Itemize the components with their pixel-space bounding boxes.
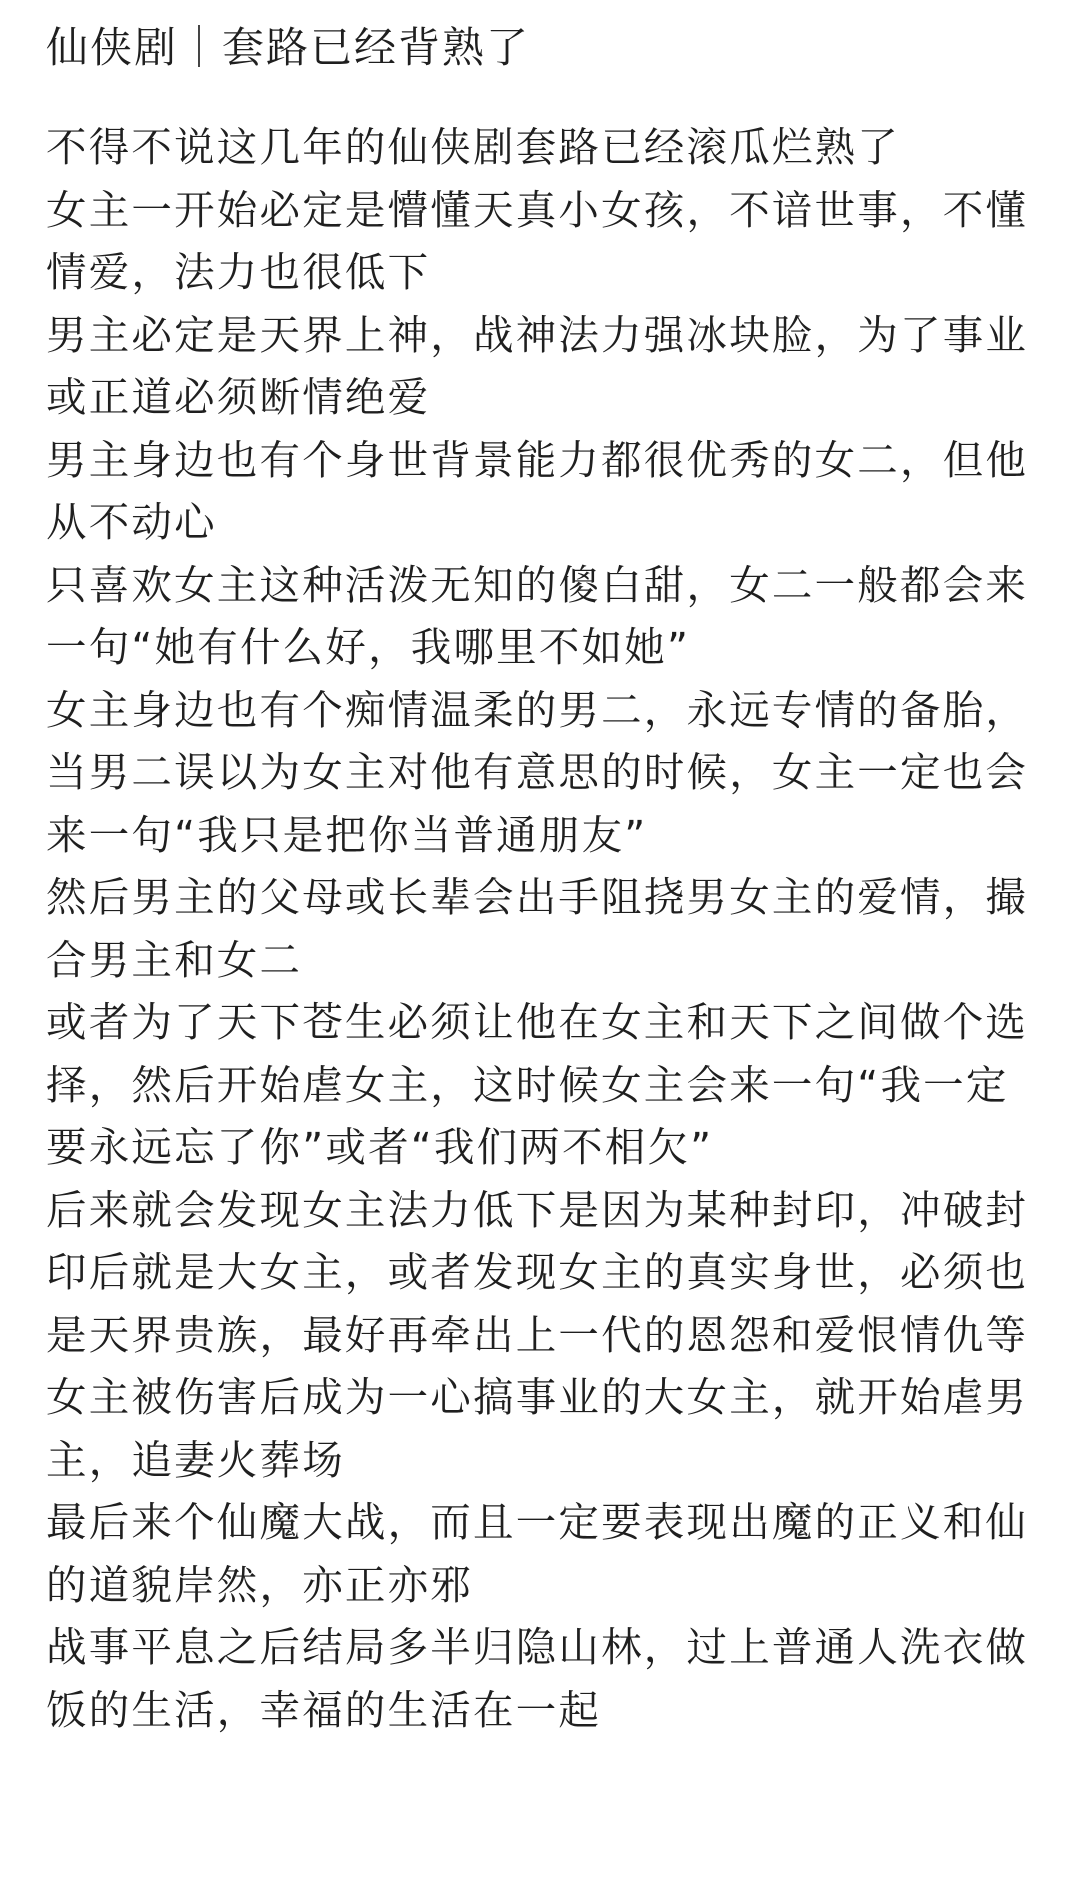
paragraph: 男主必定是天界上神，战神法力强冰块脸，为了事业或正道必须断情绝爱 [46,310,1029,421]
paragraph: 只喜欢女主这种活泼无知的傻白甜，女二一般都会来一句“她有什么好，我哪里不如她” [46,560,1029,671]
paragraph: 男主身边也有个身世背景能力都很优秀的女二，但他从不动心 [46,435,1029,546]
paragraph: 不得不说这几年的仙侠剧套路已经滚瓜烂熟了 [46,123,900,171]
paragraph: 女主身边也有个痴情温柔的男二，永远专情的备胎，当男二误以为女主对他有意思的时候，女主一定也会来一句“我只是把你当普通朋友” [46,685,1029,859]
paragraph: 或者为了天下苍生必须让他在女主和天下之间做个选择，然后开始虐女主，这时候女主会来一句“我一定要永远忘了你”或者“我们两不相欠” [46,998,1029,1171]
paragraph: 女主一开始必定是懵懂天真小女孩，不谙世事，不懂情爱，法力也很低下 [46,185,1029,296]
paragraph: 然后男主的父母或长辈会出手阻挠男女主的爱情，撮合男主和女二 [46,873,1029,984]
paragraph: 最后来个仙魔大战，而且一定要表现出魔的正义和仙的道貌岸然，亦正亦邪 [46,1498,1029,1609]
post-body [46,116,1039,1741]
paragraph: 战事平息之后结局多半归隐山林，过上普通人洗衣做饭的生活，幸福的生活在一起 [46,1623,1029,1734]
post-title: 仙侠剧｜套路已经背熟了 [46,23,531,72]
paragraph: 后来就会发现女主法力低下是因为某种封印，冲破封印后就是大女主，或者发现女主的真实身世，必须也是天界贵族，最好再牵出上一代的恩怨和爱恨情仇等女主被伤害后成为一心搞事业的大女主，就开始虐男主，追妻火葬场 [46,1185,1029,1484]
